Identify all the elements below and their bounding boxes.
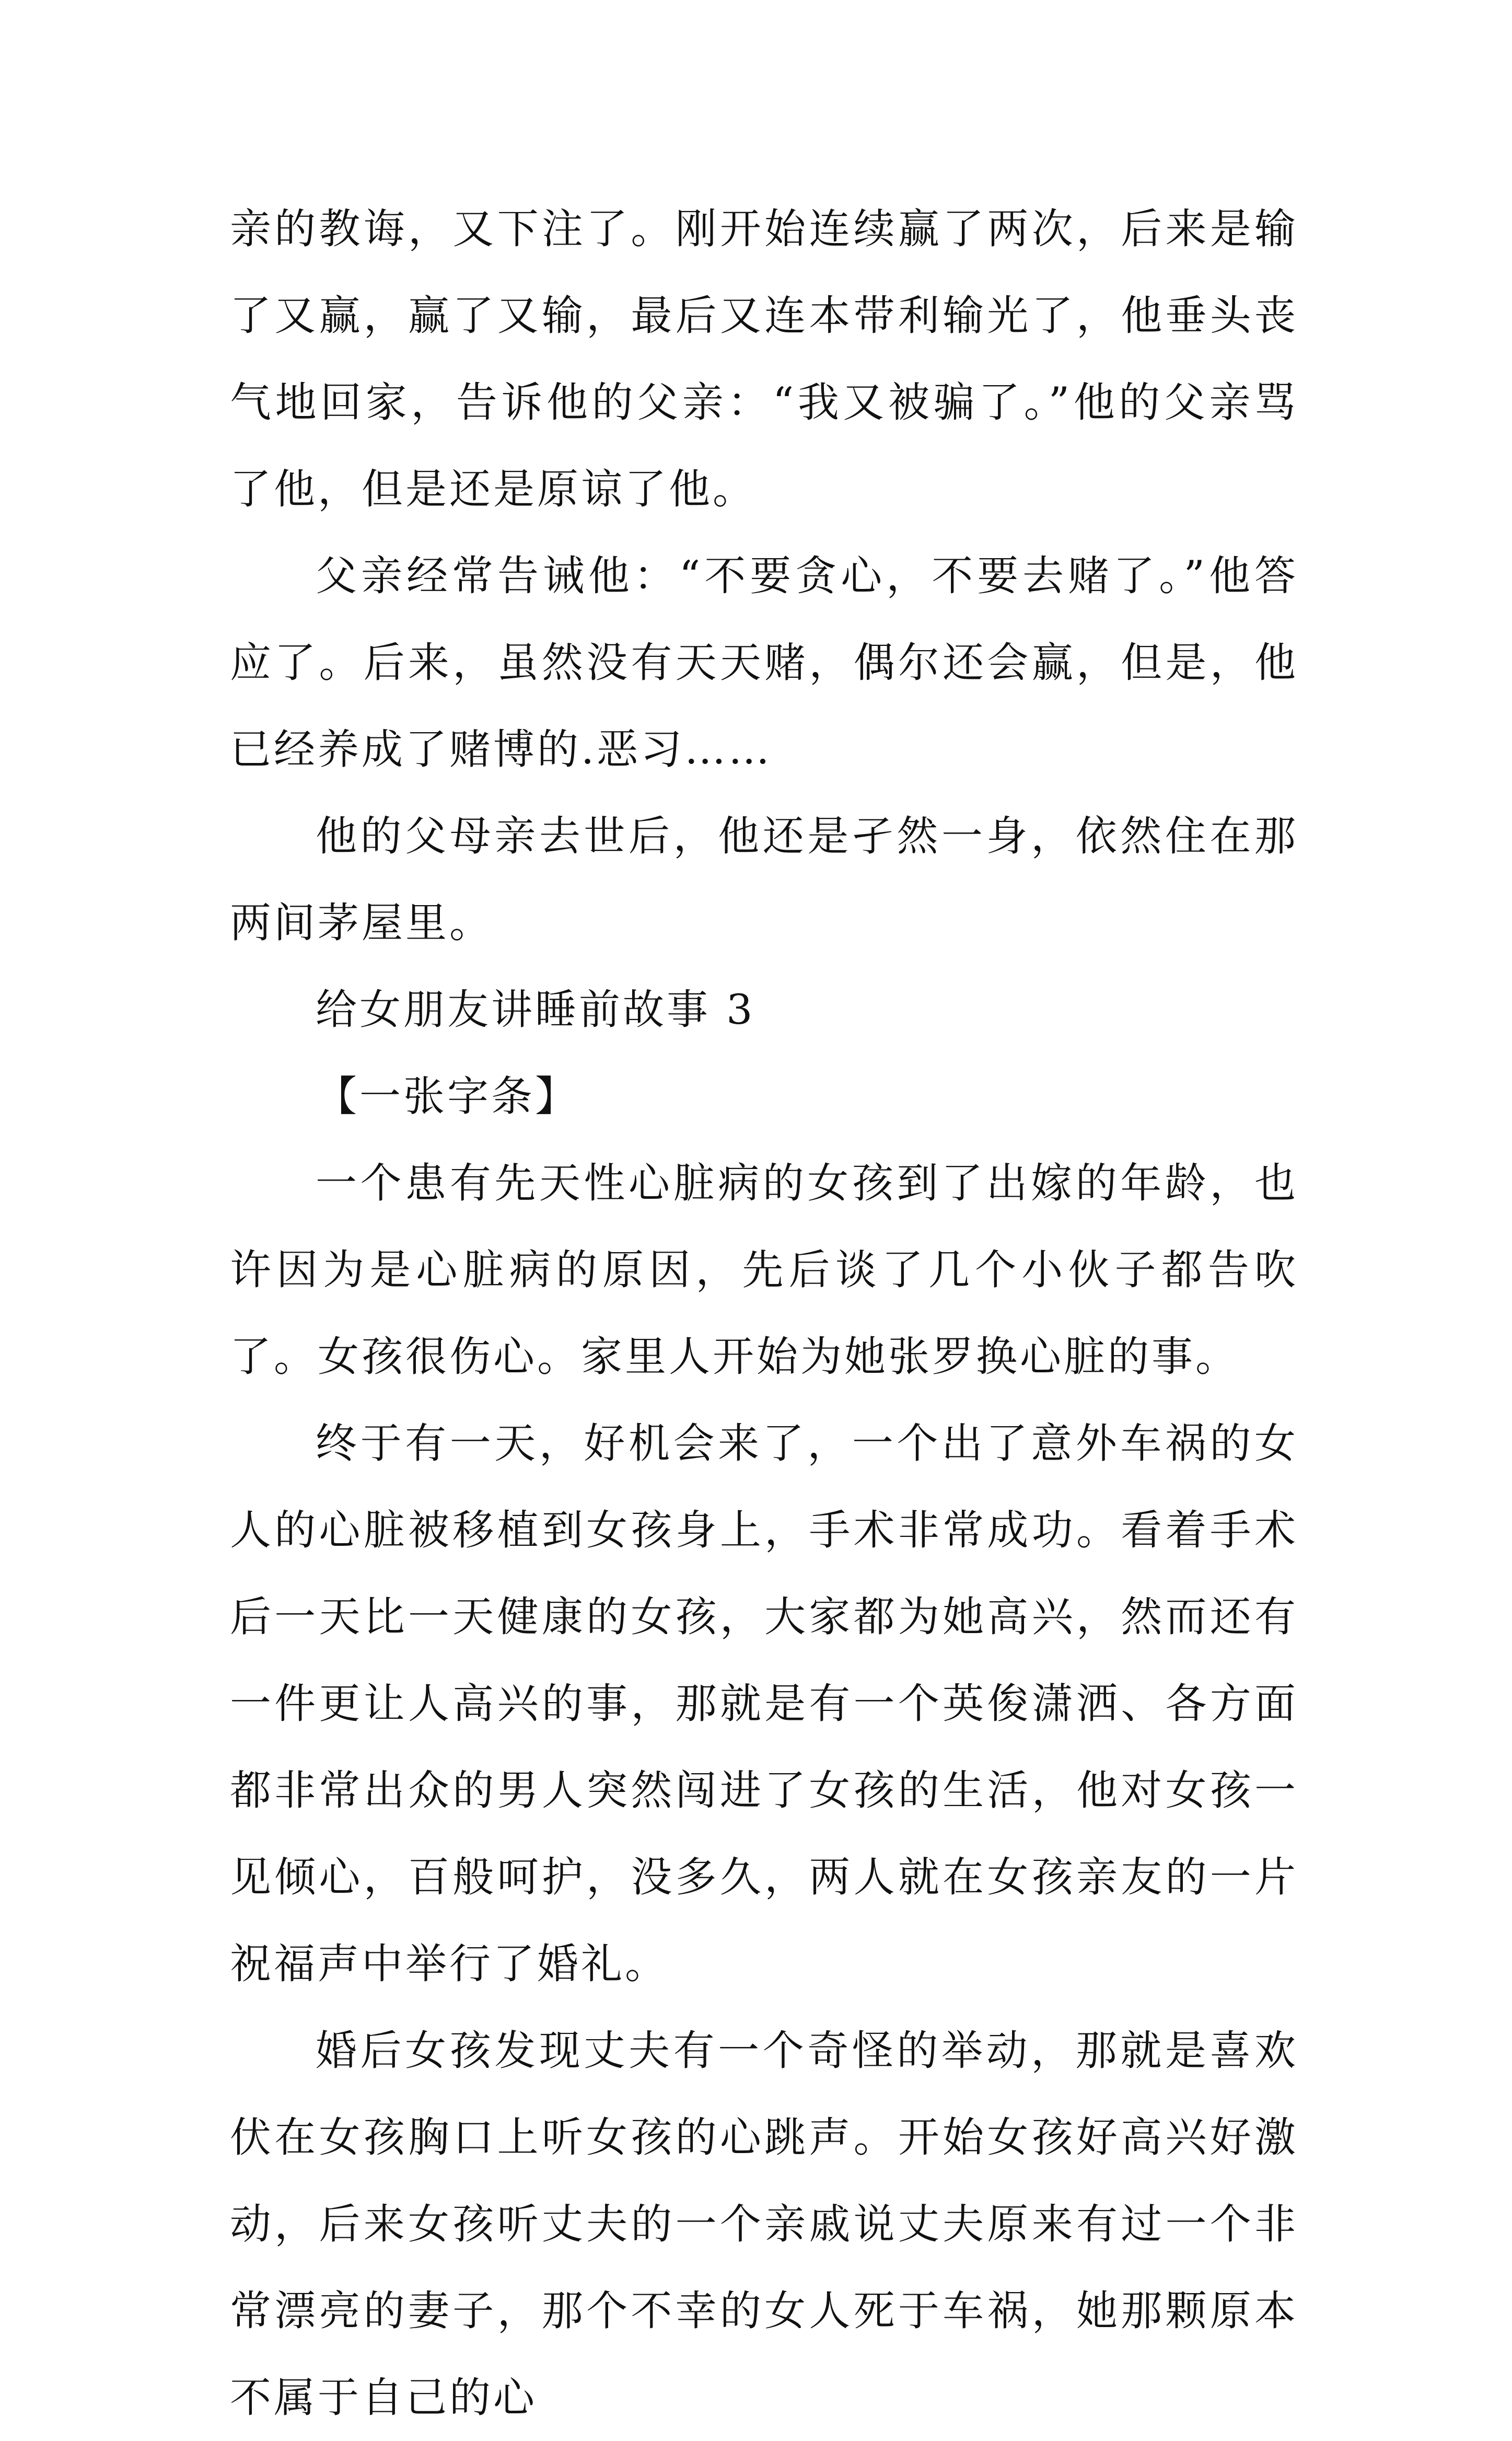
paragraph: 婚后女孩发现丈夫有一个奇怪的举动，那就是喜欢伏在女孩胸口上听女孩的心跳声。开始女孩好高兴好激动，后来女孩听丈夫的一个亲戚说丈夫原来有过一个非常漂亮的妻子，那个不幸的女人死于车祸，她那颗原本不属于自己的心 (230, 2027, 1298, 2422)
paragraph: 终于有一天，好机会来了，一个出了意外车祸的女人的心脏被移植到女孩身上，手术非常成功。看着手术后一天比一天健康的女孩，大家都为她高兴，然而还有一件更让人高兴的事，那就是有一个英俊潇洒、各方面都非常出众的男人突然闯进了女孩的生活，他对女孩一见倾心，百般呵护，没多久，两人就在女孩亲友的一片祝福声中举行了婚礼。 (230, 1419, 1298, 1988)
story-title: 【一张字条】 (316, 1072, 579, 1120)
paragraph: 他的父母亲去世后，他还是孑然一身，依然住在那两间茅屋里。 (230, 812, 1298, 947)
paragraph: 父亲经常告诫他：“不要贪心，不要去赌了。”他答应了。后来，虽然没有天天赌，偶尔还会赢，但是，他已经养成了赌博的.恶习…… (230, 552, 1298, 773)
paragraph: 一个患有先天性心脏病的女孩到了出嫁的年龄，也许因为是心脏病的原因，先后谈了几个小伙子都告吹了。女孩很伤心。家里人开始为她张罗换心脏的事。 (230, 1159, 1298, 1381)
document-body (230, 186, 1298, 2441)
paragraph-continuation: 亲的教诲，又下注了。刚开始连续赢了两次，后来是输了又赢，赢了又输，最后又连本带利输光了，他垂头丧气地回家，告诉他的父亲：“我又被骗了。”他的父亲骂了他，但是还是原谅了他。 (230, 205, 1298, 513)
section-heading: 给女朋友讲睡前故事 3 (316, 986, 755, 1034)
